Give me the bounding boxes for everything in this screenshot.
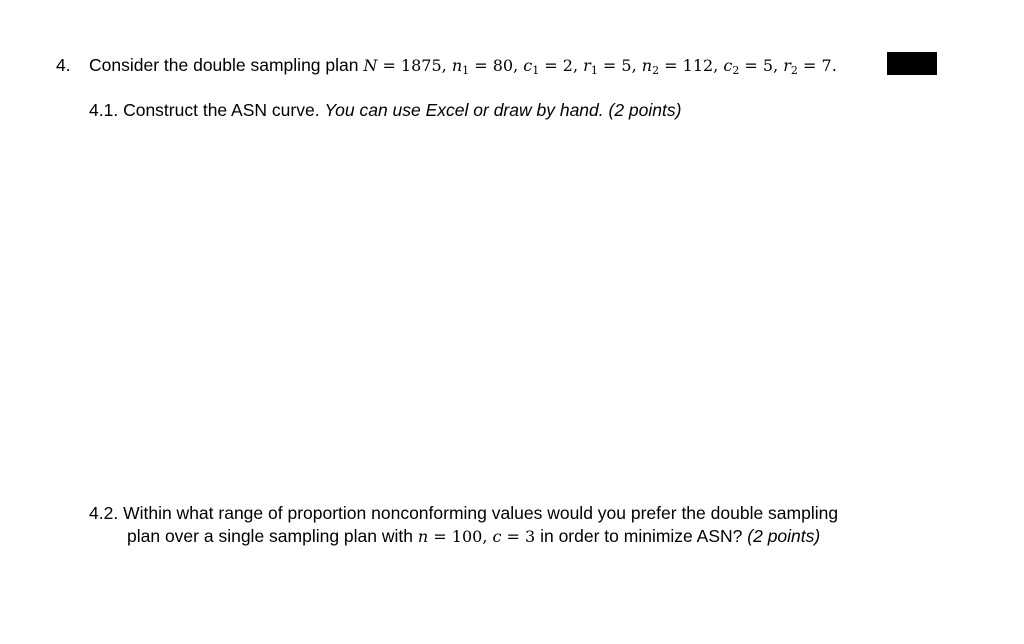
question-text: Within what range of proportion nonconforming values would you prefer the double sampling [123,503,839,523]
question-4-2-line-1 [89,502,838,524]
question-4-1-line [89,99,681,121]
question-4-2-line-2 [127,525,820,548]
question-points: (2 points) [747,526,821,546]
question-number: 4.1. [89,100,119,120]
plan-parameters: N = 1875, $n_1 = 80$, $c_1 = 2$, $r_1 = 5$, $n_2 = 112$, $c_2 = 5$, $r_2 = 7$. [363,56,837,77]
question-number: 4. [56,55,71,75]
redaction-box [887,52,937,75]
question-text-end: in order to minimize ASN? [540,526,743,546]
single-plan-parameters: n = 100, c = 3 [417,527,536,546]
question-text: plan over a single sampling plan with [127,526,413,546]
question-number: 4.2. [89,503,119,523]
question-4-line [56,54,837,77]
question-text: Construct the ASN curve. [123,100,320,120]
question-hint: You can use Excel or draw by hand. (2 points) [324,100,682,120]
question-text: Consider the double sampling plan [89,55,359,75]
